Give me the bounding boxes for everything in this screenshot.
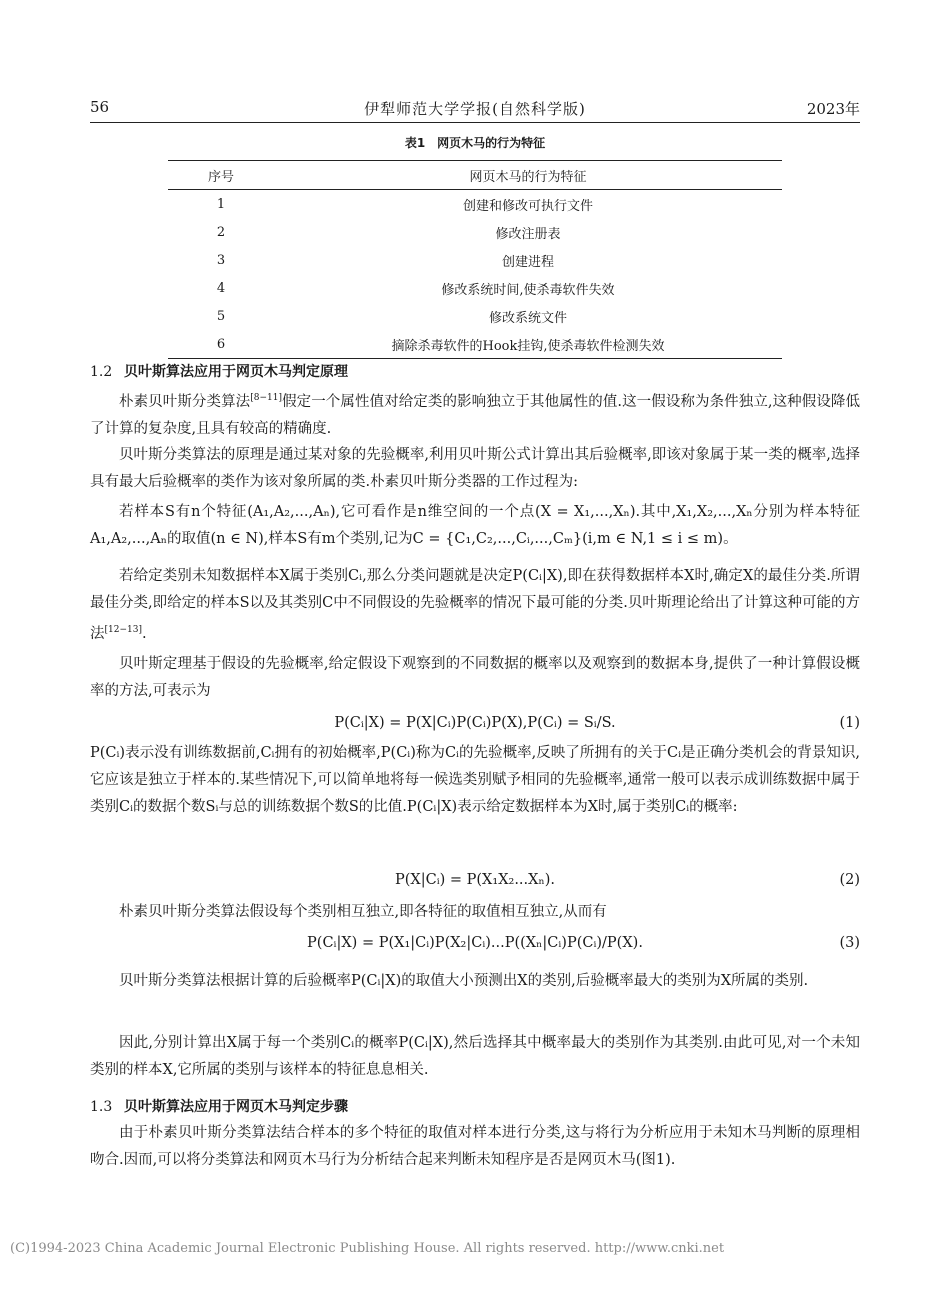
paragraph-bayes-principle: 贝叶斯分类算法的原理是通过某对象的先验概率,利用贝叶斯公式计算出其后验概率,即该对象属于某一类的概率,选择具有最大后验概率的类作为该对象所属的类.朴素贝叶斯分类器的工作过程为: <box>90 447 860 490</box>
equation-3 <box>90 930 860 957</box>
paragraph-text: 若给定类别未知数据样本X属于类别Cᵢ,那么分类问题就是决定P(Cᵢ|X),即在获得数据样本X时,确定X的最佳分类.所谓最佳分类,即给定的样本S以及其类别C中不同假设的先验概率的情况下最可能的分类.贝叶斯理论给出了计算这种可能的方法 <box>90 568 860 642</box>
paragraph-text: . <box>141 625 147 642</box>
table-row <box>168 302 782 330</box>
row-no: 6 <box>168 330 274 359</box>
row-feature: 创建进程 <box>501 254 554 270</box>
journal-title: 伊犁师范大学学报(自然科学版) <box>364 100 586 118</box>
paragraph-independence-assumption: 朴素贝叶斯分类算法假设每个类别相互独立,即各特征的取值相互独立,从而有 <box>119 904 607 920</box>
col-header-no: 序号 <box>168 161 274 190</box>
row-feature: 修改系统时间,使杀毒软件失效 <box>441 282 615 298</box>
equation-expression: P(X|Cᵢ) = P(X₁X₂...Xₙ). <box>394 872 556 888</box>
paragraph-text: 朴素贝叶斯分类算法 <box>119 393 251 410</box>
row-feature: 修改系统文件 <box>488 310 567 326</box>
section-title: 贝叶斯算法应用于网页木马判定步骤 <box>124 1099 348 1115</box>
table-header-row <box>168 161 782 190</box>
copyright-footer: (C)1994-2023 China Academic Journal Electronic Publishing House. All rights reserved. http://www.cnki.net <box>10 1241 725 1256</box>
paragraph-text: 假定一个属性值对给定类的影响独立于其他属性的值.这一假设称为条件独立,这种假设降低了计算的复杂度,且具有较高的精确度. <box>90 393 861 437</box>
paragraph-sample-definition: 若样本S有n个特征(A₁,A₂,...,Aₙ),它可看作是n维空间的一个点(X = X₁,...,Xₙ).其中,X₁,X₂,...,Xₙ分别为样本特征A₁,A₂,...,Aₙ的取值(n ∈ N),样本S有m个类别,记为C = {C₁,C₂,...,Cᵢ,...,Cₘ}(i,m ∈ N,1 ≤ i ≤ m)。 <box>90 504 860 547</box>
equation-expression: P(Cᵢ|X) = P(X|Cᵢ)P(Cᵢ)P(X),P(Cᵢ) = Sᵢ/S. <box>334 715 616 731</box>
paragraph-conclusion: 因此,分别计算出X属于每一个类别Cᵢ的概率P(Cᵢ|X),然后选择其中概率最大的类别作为其类别.由此可见,对一个未知类别的样本X,它所属的类别与该样本的特征息息相关. <box>90 1035 860 1078</box>
row-no: 4 <box>216 280 226 296</box>
equation-2 <box>90 867 860 894</box>
section-title: 贝叶斯算法应用于网页木马判定原理 <box>124 364 348 380</box>
table-row <box>168 274 782 302</box>
publication-year: 2023年 <box>806 100 860 118</box>
table-row <box>168 330 782 359</box>
row-no: 2 <box>216 224 226 240</box>
paragraph-naive-bayes-intro <box>90 385 860 443</box>
paragraph-detection-steps: 由于朴素贝叶斯分类算法结合样本的多个特征的取值对样本进行分类,这与将行为分析应用于未知木马判断的原理相吻合.因而,可以将分类算法和网页木马行为分析结合起来判断未知程序是否是网页木马(图1). <box>90 1125 860 1168</box>
paper-page <box>90 0 860 1290</box>
paragraph-classification-problem <box>90 563 860 648</box>
row-feature: 摘除杀毒软件的Hook挂钩,使杀毒软件检测失效 <box>274 330 782 359</box>
running-header <box>90 96 860 123</box>
row-no: 1 <box>216 196 226 212</box>
table-caption: 表1 网页木马的行为特征 <box>404 136 546 150</box>
table-row <box>168 190 782 219</box>
section-number: 1.3 <box>90 1099 113 1115</box>
equation-number: (1) <box>839 715 860 731</box>
row-feature: 创建和修改可执行文件 <box>462 198 593 214</box>
page-number: 56 <box>90 98 110 116</box>
paragraph-posterior-prediction: 贝叶斯分类算法根据计算的后验概率P(Cᵢ|X)的取值大小预测出X的类别,后验概率最大的类别为X所属的类别. <box>119 973 809 989</box>
equation-number: (2) <box>839 872 860 888</box>
row-no: 5 <box>216 308 226 324</box>
paragraph-bayes-theorem: 贝叶斯定理基于假设的先验概率,给定假设下观察到的不同数据的概率以及观察到的数据本身,提供了一种计算假设概率的方法,可表示为 <box>90 656 860 699</box>
paragraph-prior-probability: P(Cᵢ)表示没有训练数据前,Cᵢ拥有的初始概率,P(Cᵢ)称为Cᵢ的先验概率,反映了所拥有的关于Cᵢ是正确分类机会的背景知识,它应该是独立于样本的.某些情况下,可以简单地将每一候选类别赋予相同的先验概率,通常一般可以表示成训练数据中属于类别Cᵢ的数据个数Sᵢ与总的训练数据个数S的比值.P(Cᵢ|X)表示给定数据样本为X时,属于类别Cᵢ的概率: <box>90 745 860 815</box>
citation-12-13[interactable]: [12−13] <box>104 625 142 635</box>
row-no: 3 <box>216 252 226 268</box>
section-number: 1.2 <box>90 364 113 380</box>
equation-1 <box>90 710 860 737</box>
equation-number: (3) <box>839 935 860 951</box>
table-row <box>168 246 782 274</box>
col-header-feature: 网页木马的行为特征 <box>274 161 782 190</box>
row-feature: 修改注册表 <box>495 226 561 242</box>
equation-expression: P(Cᵢ|X) = P(X₁|Cᵢ)P(X₂|Cᵢ)...P((Xₙ|Cᵢ)P(Cᵢ)/P(X). <box>307 935 643 951</box>
behavior-table <box>168 160 782 359</box>
section-heading-1-2 <box>90 361 348 381</box>
citation-8-11[interactable]: [8−11] <box>250 393 282 403</box>
table-row <box>168 218 782 246</box>
section-heading-1-3 <box>90 1096 348 1116</box>
